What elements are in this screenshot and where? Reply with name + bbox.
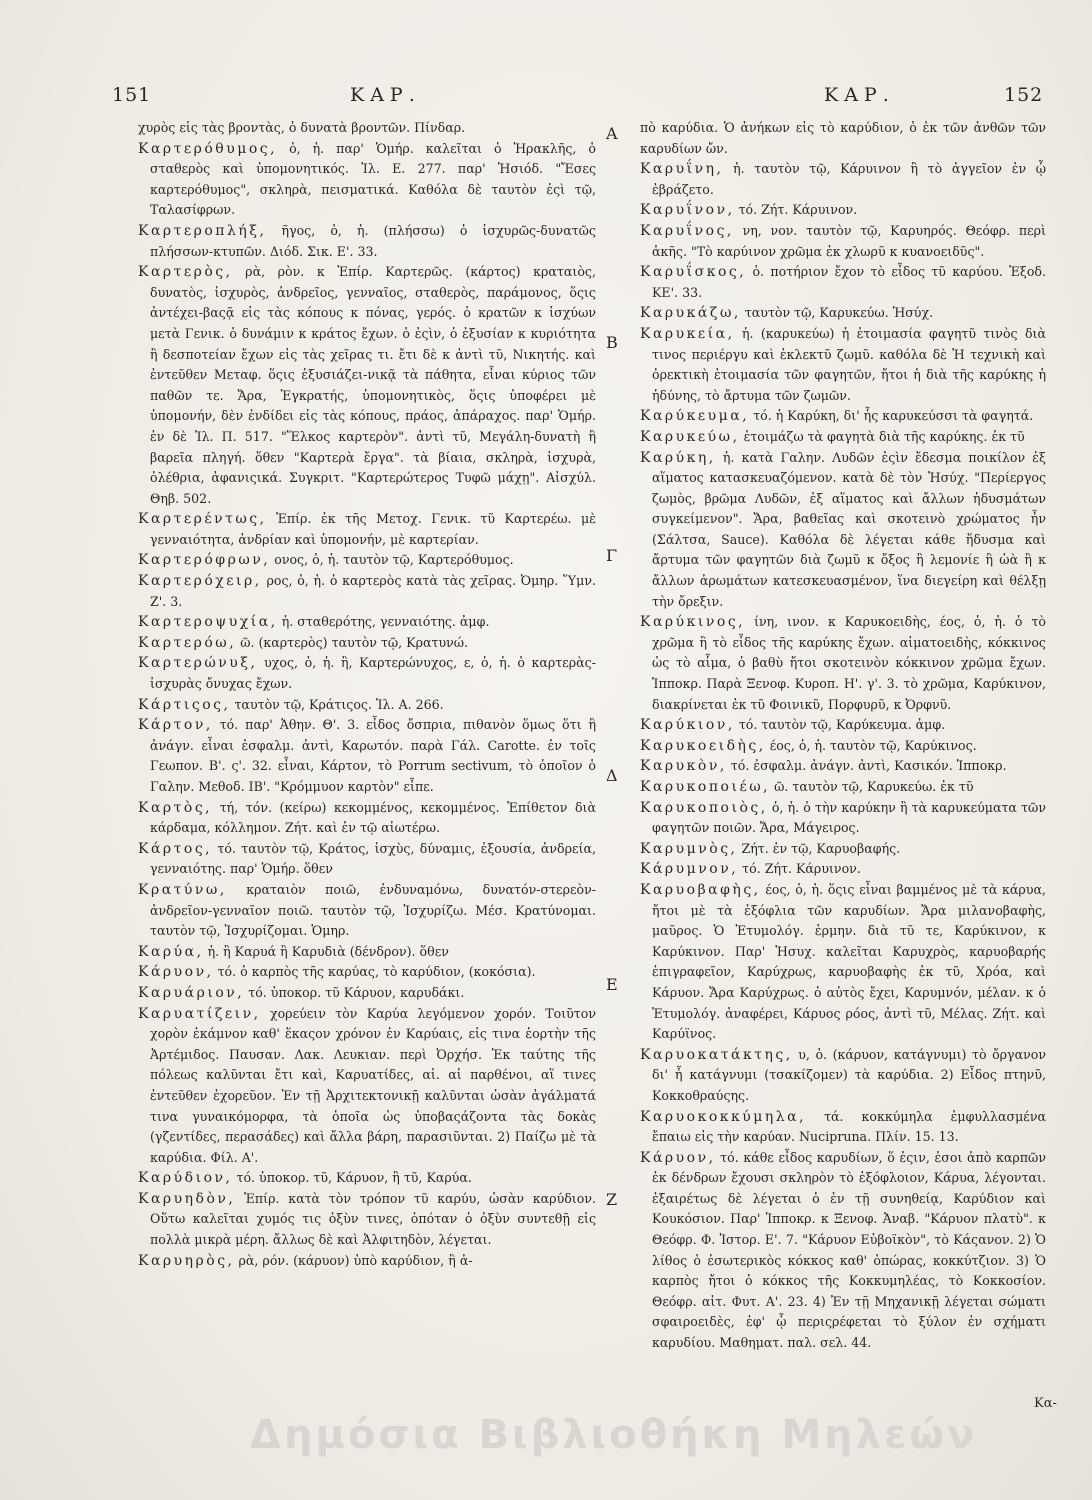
entry-headword: Καρύδιον, <box>138 1170 233 1187</box>
dictionary-entry <box>640 159 1046 200</box>
entry-definition: ἑτοιμάζω τὰ φαγητὰ διὰ τῆς καρύκης. ἐκ τῦ <box>743 428 1025 444</box>
library-watermark: Δημόσια Βιβλιοθήκη Μηλεών <box>250 1412 978 1458</box>
dictionary-entry <box>138 1168 596 1189</box>
entry-definition: ἡ. σταθερότης, γενναιότης. ἀμφ. <box>281 614 490 630</box>
entry-definition: ἡ. (καρυκεύω) ἡ ἑτοιμασία φαγητῦ τινὸς διὰ τινος περιέργυ καὶ ἐκλεκτῦ ζωμῦ. καθόλα δὲ Ἡ τεχνικὴ καὶ ὀρεκτικὴ ἑτοιμασία τῶν φαγητῶν, ἤτοι ἡ διὰ τῆς καρύκης ἡ ἡδύνης, τὸ ἄρτυμα τῶν ζωμῶν. <box>652 325 1046 403</box>
entry-headword: Καρτερέντως, <box>138 511 267 528</box>
dictionary-entry <box>138 983 596 1004</box>
entry-headword: Κάρυον, <box>138 964 214 981</box>
entry-headword: Καρύκιον, <box>640 717 735 734</box>
entry-definition: Ζήτ. ἐν τῷ, Καρυοβαφής. <box>741 840 901 856</box>
entry-headword: Καρυηδὸν, <box>138 1190 236 1207</box>
entry-headword: Καρυκεία, <box>640 325 735 342</box>
entry-definition: χυρὸς εἰς τὰς βροντὰς, ὁ δυνατὰ βροντῶν. Πίνδαρ. <box>138 120 466 135</box>
running-head-right: ΚΑΡ. <box>824 84 895 106</box>
entry-definition: κραταιὸν ποιῶ, ἐνδυναμόνω, δυνατόν-στερεὸν-ἀνδρεῖον-γενναῖον ποιῶ. ταυτὸν τῷ, Ἰσχυρίζω. Μέσ. Κρατύνομαι. ταυτὸν τῷ, Ἰσχυρίζομαι. Ὁμηρ. <box>150 881 596 939</box>
entry-headword: Καρυηρὸς, <box>138 1252 235 1269</box>
entry-definition: ῶ. (καρτερὸς) ταυτὸν τῷ, Κρατυνώ. <box>240 634 469 650</box>
entry-headword: Κάρτον, <box>138 717 213 734</box>
dictionary-entry <box>640 448 1046 613</box>
entry-headword: Καρυκεύω, <box>640 428 740 445</box>
entry-headword: Καρυκοειδὴς, <box>640 737 766 754</box>
entry-definition: νη, νον. ταυτὸν τῷ, Καρυηρός. Θεόφρ. περὶ ἀκῆς. "Τὸ καρύινον χρῶμα ἐκ χλωρῦ κ κυανοειδῦς". <box>652 222 1046 259</box>
dictionary-entry <box>640 1107 1046 1148</box>
dictionary-entry <box>138 118 596 139</box>
dictionary-entry <box>138 262 596 509</box>
entry-definition: ἡ. κατὰ Γαλην. Λυδῶν ἐςὶν ἔδεσμα ποικίλον ἐξ αἵματος κατασκευαζόμενον. κατὰ δὲ τὸν Ἡσύχ. "Περίεργος ζωμὸς, βρῶμα Λυδῶν, ἐξ αἵματος καὶ ἄλλων ἡδυσμάτων συγκείμενον". Ἄρα, βαθεῖας καὶ σκοτεινὸ χρώματος ἦν (Σάλτσα, Sauce). Καθόλα δὲ λέγεται κάθε ἥδυσμα καὶ ἄρτυμα τῶν φαγητῶν διὰ ζωμῦ κ ὄξος ἢ λεμονίε ἢ ὠὰ ἢ κ ἄλλων ἀρωμάτων κατεσκευασμένον, ἵνα διεγείρη καὶ θέλξῃ τὴν ὄρεξιν. <box>652 449 1046 609</box>
dictionary-entry <box>640 324 1046 406</box>
dictionary-entry <box>640 1148 1046 1354</box>
dictionary-entry <box>138 880 596 942</box>
entry-headword: Καρυμνὸς, <box>640 840 738 857</box>
dictionary-entry <box>640 859 1046 880</box>
dictionary-entry <box>138 550 596 571</box>
entry-definition: τά. κοκκύμηλα ἐμφυλλασμένα ἔπαιω εἰς τὴν καρύαν. Nucipruna. Πλίν. 15. 13. <box>652 1108 1046 1145</box>
entry-headword: Καρυκοποιὸς, <box>640 799 768 816</box>
entry-definition: τό. Ζήτ. Κάρυινον. <box>742 861 861 877</box>
dictionary-entry <box>640 1045 1046 1107</box>
dictionary-entry <box>640 777 1046 798</box>
entry-headword: Καρυατίζειν, <box>138 1005 261 1022</box>
catchword: Κα- <box>1034 1396 1057 1411</box>
dictionary-entry <box>138 942 596 963</box>
entry-headword: Καρυΐνος, <box>640 222 734 239</box>
entry-definition: ονος, ὁ, ἡ. ταυτὸν τῷ, Καρτερόθυμος. <box>274 552 514 568</box>
entry-definition: τό. ἐσφαλμ. ἀνάγν. ἀντὶ, Κασικόν. Ἱπποκρ. <box>730 758 1007 774</box>
dictionary-entry <box>640 406 1046 427</box>
entry-definition: υχος, ὁ, ἡ. ἢ, Καρτερώνυχος, ε, ὁ, ἡ. ὁ καρτερὰς-ἰσχυρὰς ὄνυχας ἔχων. <box>150 655 596 692</box>
entry-definition: ρὰ, ρόν. (κάρυον) ὑπὸ καρύδιον, ἢ ἀ- <box>238 1252 473 1268</box>
dictionary-entry <box>138 839 596 880</box>
dictionary-entry <box>138 571 596 612</box>
entry-definition: ίνη, ινον. κ Καρυκοειδὴς, έος, ὁ, ἡ. ὁ τὸ χρῶμα ἢ τὸ εἶδος τῆς καρύκης ἔχων. αἱματοειδὴς, κόκκινος ὡς τὸ αἷμα, ὁ βαθὺ ἤτοι σκοτεινὸν κόκκινον χρῶμα ἔχων. Ἱπποκρ. Παρὰ Ξενοφ. Κυροπ. Η'. γ'. 3. τὸ χρῶμα, Καρύκινον, διακρίνεται ἐκ τῦ Φοινικῦ, Πορφυρῦ, κ Ὀρφνῦ. <box>652 614 1046 712</box>
entry-definition: τό. ἡ Καρύκη, δι' ἧς καρυκεύσσι τὰ φαγητά. <box>753 408 1034 424</box>
entry-headword: Κάρυον, <box>640 1149 716 1166</box>
dictionary-entry <box>640 880 1046 1045</box>
dictionary-entry <box>138 221 596 262</box>
left-column <box>138 118 596 1271</box>
section-letter: Α <box>606 124 618 143</box>
dictionary-entry <box>138 612 596 633</box>
entry-headword: Καρύκη, <box>640 449 716 466</box>
dictionary-entry <box>138 1251 596 1272</box>
running-head-left: ΚΑΡ. <box>350 84 421 106</box>
entry-definition: πὸ καρύδια. Ὁ ἀνήκων εἰς τὸ καρύδιον, ὁ ἐκ τῶν ἀνθῶν τῶν καρυδίων ὤν. <box>640 120 1046 156</box>
entry-definition: ῆγος, ὁ, ἡ. (πλήσσω) ὁ ἰσχυρῶς-δυνατῶς πλήσσων-κτυπῶν. Διόδ. Σικ. Ε'. 33. <box>150 222 596 259</box>
entry-headword: Καρυκοποιέω, <box>640 779 771 795</box>
dictionary-entry <box>640 303 1046 324</box>
entry-definition: ῶ. ταυτὸν τῷ, Καρυκεύω. ἐκ τῦ <box>774 779 974 794</box>
entry-definition: τό. ὑποκορ. τῦ, Κάρυον, ἢ τῦ, Καρύα. <box>236 1170 472 1186</box>
entry-headword: Καρτεροψυχία, <box>138 614 278 631</box>
dictionary-entry <box>138 1189 596 1251</box>
entry-definition: ταυτὸν τῷ, Καρυκεύω. Ἡσύχ. <box>744 305 934 321</box>
section-letters <box>602 0 632 1500</box>
entry-definition: ὁ, ἡ. ὁ τὴν καρύκην ἢ τὰ καρυκεύματα τῶν φαγητῶν ποιῶν. Ἄρα, Μάγειρος. <box>652 799 1046 836</box>
entry-definition: Ἐπίρ. κατὰ τὸν τρόπον τῦ καρύυ, ὡσὰν καρύδιον. Οὕτω καλεῖται χυμός τις ὀξὺν τινες, ὁπόταν ὁ ὀξὺν συντεθῇ εἰς πολλὰ μικρὰ μέρη. ἄλλως δὲ καὶ Ἀλφιτηδὸν, λέγεται. <box>150 1190 596 1248</box>
dictionary-entry <box>640 427 1046 448</box>
entry-headword: Καρυΐνον, <box>640 202 735 219</box>
entry-definition: χορεύειν τὸν Καρύα λεγόμενον χορόν. Τοιῦτον χορὸν ἐκάμνον καθ' ἕκαςον χρόνον ἐν Καρύαις, εἰς τινα ἑορτὴν τῆς Ἀρτέμιδος. Παυσαν. Λακ. Λευκιαν. περὶ Ὀρχήσ. Ἐκ ταύτης τῆς πόλεως καλῦνται ἔτι καὶ, Καρυατίδες, αἱ. αἱ παρθένοι, αἵ τινες ἐντεῦθεν ἐχορεῦον. Ἐν τῇ Ἀρχιτεκτονικῇ καλῦνται ὡσὰν ἀγάλματά τινα γυναικόμορφα, τὰ ὁποῖα ὡς ὑποβαςάζοντα τὰς δοκὰς (γζεντίδες, περασάδες) καὶ ἄλλα βάρη, παρασιῦνται. 2) Παίζω μὲ τὰ καρύδια. Φίλ. Α'. <box>150 1005 596 1165</box>
entry-headword: Κάρτος, <box>138 840 213 857</box>
entry-headword: Καρτερόχειρ, <box>138 573 262 590</box>
entry-definition: τό. Ζήτ. Κάρυινον. <box>738 202 858 218</box>
entry-headword: Καρυΐσκος, <box>640 264 747 281</box>
dictionary-entry <box>138 509 596 550</box>
entry-definition: ρὰ, ρὸν. κ Ἐπίρ. Καρτερῶς. (κάρτος) κραταιὸς, δυνατὸς, ἰσχυρὸς, ἀνδρεῖος, γενναῖος, σταθερὸς, παράμονος, ὅςις ἀντέχει-βαςᾷ εἰς τὰς κόπους κ πόνας, γερός. ὁ κρατῶν κ ἰσχύων μετὰ Γενικ. ὁ δυνάμιν κ κράτος ἔχων. ὁ ἐςὶν, ὁ ἐξυσίαν κ κυριότητα ἢ δεσποτείαν ἔχων εἰς τὰς χεῖρας τι. ἔτι δὲ κ ἀντὶ τῦ, Νικητής. καὶ ἐντεῦθεν Μεταφ. ὅςις ἐξυσιάζει-νικᾷ τὰ πάθητα, εἶναι κύριος τῶν παθῶν τε. Ἄρα, Ἐγκρατής, ὑπομονητικὸς, ὅςις ὑποφέρει μὲ ὑπομονήν, δὲν ἐνδίδει εἰς τὰς κόπους, πράος, ἀπάραχος. παρ' Ὁμήρ. ἐν δὲ Ἰλ. Π. 517. "Ἕλκος καρτερὸν". ἀντὶ τῦ, Μεγάλη-δυνατὴ ἢ βαρεῖα πληγή. ὅθεν "Καρτερὰ ἔργα". τὰ βίαια, σκληρὰ, ἰσχυρὰ, ὀλέθρια, ἀφανιςικά. Συγκριτ. "Καρτερώτερος Τυφῶ μάχῃ". Αἰσχύλ. Θηβ. 502. <box>150 264 596 506</box>
section-letter: Ε <box>606 975 618 994</box>
entry-headword: Κάρυμνον, <box>640 861 739 878</box>
dictionary-entry <box>640 221 1046 262</box>
entry-headword: Κρατύνω, <box>138 881 227 898</box>
entry-definition: έος, ὁ, ἡ. ὅςις εἶναι βαμμένος μὲ τὰ κάρυα, ἤτοι μὲ τὰ ἐξόφλια τῶν καρυδίων. Ἄρα μιλανοβαφὴς, μαῦρος. Ὁ Ἐτυμολόγ. ἑρμην. διὰ τῦ τε, Καρύκινον, κ Καρύκινον. Παρ' Ἡσυχ. καλεῖται Καρυχρὸς, καρυοβαρής ἐπιγραφεῖον, Καρύχρως, καρυοβαφὴς ἐκ τῦ, Χρόα, καὶ Κάρυον. Ἄρα Καρύχρως. ὁ αὐτὸς ἔχει, Καρυμνόν, μέλαν. κ ὁ Ἐτυμολόγ. ἀναφέρει, Κάρυος ρόος, ἀντὶ τῦ, Μέλας. Ζήτ. καὶ Καρύϊνος. <box>652 881 1046 1042</box>
entry-headword: Καρυοκατάκτης, <box>640 1046 793 1063</box>
entry-definition: τό. ὁ καρπὸς τῆς καρύας, τὸ καρύδιον, (κοκόσια). <box>217 964 536 980</box>
entry-headword: Καρυάριον, <box>138 984 245 1001</box>
entry-headword: Καρύκευμα, <box>640 408 750 425</box>
entry-headword: Καρτερὸς, <box>138 264 233 281</box>
entry-headword: Καρυΐνη, <box>640 161 724 178</box>
entry-headword: Καρυκάζω, <box>640 305 741 322</box>
dictionary-entry <box>640 715 1046 736</box>
dictionary-entry <box>138 715 596 797</box>
dictionary-entry <box>640 200 1046 221</box>
entry-definition: ὁ. ποτήριον ἔχον τὸ εἶδος τῦ καρύου. Ἐξοδ. ΚΕ'. 33. <box>652 264 1046 300</box>
entry-headword: Καρύκινος, <box>640 614 746 631</box>
section-letter: Ζ <box>606 1190 618 1209</box>
entry-definition: τή, τόν. (κείρω) κεκομμένος, κεκομμένος. Ἐπίθετον διὰ κάρδαμα, κόλλημον. Ζήτ. καὶ ἐν τῷ αἰωτέρω. <box>150 799 596 836</box>
dictionary-entry <box>640 798 1046 839</box>
entry-headword: Καρυκὸν, <box>640 758 727 775</box>
entry-definition: Ἐπίρ. ἐκ τῆς Μετοχ. Γενικ. τῦ Καρτερέω. μὲ γενναιότητα, ἀνδρίαν καὶ ὑπομονήν, μὲ καρτερίαν. <box>150 511 596 547</box>
entry-headword: Καρτερώνυξ, <box>138 655 258 672</box>
dictionary-entry <box>138 633 596 654</box>
entry-definition: ἡ. ταυτὸν τῷ, Κάρυινον ἢ τὸ ἀγγεῖον ἐν ᾧ ἐβράζετο. <box>652 161 1046 197</box>
entry-headword: Κάρτιςος, <box>138 696 231 713</box>
entry-headword: Καρτεροπλήξ, <box>138 222 267 239</box>
section-letter: Γ <box>606 546 618 565</box>
entry-headword: Καρτὸς, <box>138 799 213 816</box>
page-number-left: 151 <box>112 84 152 106</box>
entry-definition: ταυτὸν τῷ, Κράτιςος. Ἰλ. Α. 266. <box>234 696 444 712</box>
entry-headword: Καρτερόθυμος, <box>138 140 278 157</box>
dictionary-entry <box>640 612 1046 715</box>
page-header <box>0 84 1092 114</box>
entry-definition: τό. παρ' Ἀθην. Θ'. 3. εἶδος ὄσπρια, πιθανὸν ὅμως ὅτι ἢ ἀνάγν. εἶναι ἐσφαλμ. ἀντὶ, Καρωτόν. παρὰ Γάλ. Carotte. ἐν τοῖς Γεωπον. Β'. ς'. 32. εἶναι, Κάρτον, τὸ Porrum sectivum, τὸ ὁποῖον ὁ Γαλην. Μεθοδ. ΙΒ'. "Κρόμμυον καρτὸν" εἶπε. <box>150 717 596 794</box>
entry-headword: Καρυοκοκκύμηλα, <box>640 1108 807 1125</box>
entry-definition: τό. ὑποκορ. τῦ Κάρυον, καρυδάκι. <box>248 984 465 1000</box>
dictionary-entry <box>640 118 1046 159</box>
entry-headword: Καρύα, <box>138 943 204 960</box>
entry-definition: ἡ. ἢ Καρυά ἢ Καρυδιὰ (δένδρον). ὅθεν <box>207 943 449 959</box>
dictionary-entry <box>138 653 596 694</box>
dictionary-entry <box>640 736 1046 757</box>
dictionary-entry <box>138 962 596 983</box>
dictionary-entry <box>138 798 596 839</box>
entry-definition: τό. ταυτὸν τῷ, Καρύκευμα. ἀμφ. <box>738 717 946 733</box>
dictionary-entry <box>138 1004 596 1169</box>
entry-definition: έος, ὁ, ἡ. ταυτὸν τῷ, Καρύκινος. <box>769 737 977 753</box>
section-letter: Δ <box>606 766 618 785</box>
dictionary-entry <box>138 139 596 221</box>
entry-headword: Καρτερόω, <box>138 634 237 651</box>
section-letter: Β <box>606 333 618 352</box>
entry-definition: υ, ὁ. (κάρυον, κατάγνυμι) τὸ ὄργανον δι' ἧ κατάγνυμι (τσακίζομεν) τὰ καρύδια. 2) Εἶδος πτηνῦ, Κοκκοθραύςης. <box>652 1046 1046 1103</box>
entry-definition: τό. κάθε εἶδος καρυδίων, ὅ ἐςιν, ἐσοι ἀπὸ καρπῶν ἐκ δένδρων ἔχουσι σκληρὸν τὸ ἐξόφλοιον, Κάρυα, λέγονται. ἐξαιρέτως δὲ λέγεται ὁ ἐν τῇ συνηθείᾳ, Καρύδιον καὶ Κουκόσιον. Παρ' Ἱπποκρ. κ Ξενοφ. Ἀναβ. "Κάρυον πλατὺ". κ Θεόφρ. Φ. Ἱστορ. Ε'. 7. "Κάρυον Εὐβοϊκὸν", τὸ Κάςανον. 2) Ὁ λίθος ὁ ἐσωτερικὸς κόκκος καθ' ὁπώρας, κοκκύτζιον. 3) Ὁ καρπὸς ἤτοι ὁ κόκκος τῆς Κοκκυμηλέας, τὸ Κοκκοσίον. Θεόφρ. αἰτ. Φυτ. Α'. 23. 4) Ἐν τῇ Μηχανικῇ λέγεται σώματι σφαιροειδὲς, ἐφ' ᾧ περιςρέφεται τὸ ξύλον ἐν σχήματι καρυδίου. Μαθηματ. παλ. σελ. 44. <box>652 1149 1046 1351</box>
entry-headword: Καρτερόφρων, <box>138 552 271 569</box>
dictionary-entry <box>640 756 1046 777</box>
right-column <box>640 118 1046 1354</box>
entry-definition: ρος, ὁ, ἡ. ὁ καρτερὸς κατὰ τὰς χεῖρας. Ὀμηρ. Ὕμν. Ζ'. 3. <box>150 573 596 609</box>
entry-definition: ὁ, ἡ. παρ' Ὁμήρ. καλεῖται ὁ Ἡρακλῆς, ὁ σταθερὸς καὶ ὑπομονητικός. Ἰλ. Ε. 277. παρ' Ἡσιόδ. "Ἔσες καρτερόθυμος", σκληρὰ, πεισματικά. Καθόλα δὲ ταυτὸν ἐςὶ τῷ, Ταλασίφρων. <box>150 140 596 218</box>
page-number-right: 152 <box>1004 84 1044 106</box>
dictionary-entry <box>640 839 1046 860</box>
dictionary-entry <box>138 695 596 716</box>
dictionary-entry <box>640 262 1046 303</box>
entry-definition: τό. ταυτὸν τῷ, Κράτος, ἰσχὺς, δύναμις, ἐξουσία, ἀνδρεία, γενναιότης. παρ' Ὁμήρ. ὅθεν <box>150 840 596 877</box>
entry-headword: Καρυοβαφὴς, <box>640 881 761 898</box>
